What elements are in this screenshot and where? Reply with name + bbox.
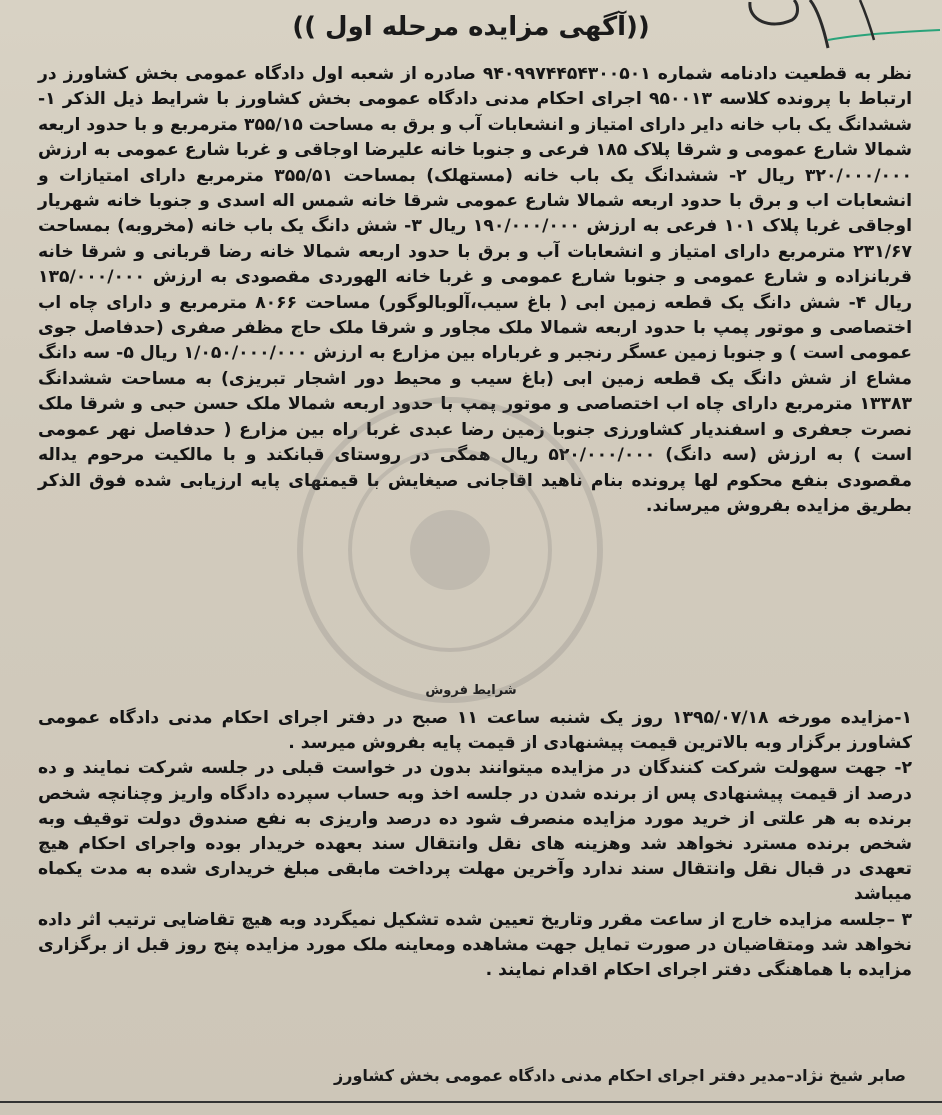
signature-line: صابر شیخ نژاد–مدیر دفتر اجرای احکام مدنی دادگاه عمومی بخش کشاورز — [334, 1066, 906, 1085]
notice-body: نظر به قطعیت دادنامه شماره ۹۴۰۹۹۷۴۴۵۴۳۰۰۵۰۱ صادره از شعبه اول دادگاه عمومی بخش کشاورز در ارتباط با پرونده کلاسه ۹۵۰۰۱۳ اجرای احکام مدنی دادگاه عمومی بخش کشاورز با شرایط ذیل الذکر ۱-ششدانگ یک باب خانه دایر دارای امتیاز و انشعابات آب و برق به مساحت ۳۵۵/۱۵ مترمربع و با حدود اربعه شمالا شارع عمومی و شرقا پلاک ۱۸۵ فرعی و جنوبا خانه علیرضا اوجاقی و غربا شارع عمومی به ارزش ۳۲۰/۰۰۰/۰۰۰ ریال ۲- ششدانگ یک باب خانه (مستهلک) بمساحت ۳۵۵/۵۱ مترمربع دارای امتیازات و انشعابات اب و برق با حدود اربعه شمالا شارع عمومی شرقا خانه شمس اله اسدی و جنوبا خانه شهریار اوجاقی غربا پلاک ۱۰۱ فرعی به ارزش ۱۹۰/۰۰۰/۰۰۰ ریال ۳- شش دانگ یک باب خانه (مخروبه) بمساحت ۲۳۱/۶۷ مترمربع دارای امتیاز و انشعابات آب و برق با حدود اربعه شمالا خانه رضا قربانی و شرقا خانه قربانزاده و شارع عمومی و جنوبا شارع عمومی و غربا خانه الهوردی مقصودی به ارزش ۱۳۵/۰۰۰/۰۰۰ ریال ۴- شش دانگ یک قطعه زمین ابی ( باغ سیب،آلوبالوگور) مساحت ۸۰۶۶ مترمربع و دارای چاه اب اختصاصی و موتور پمپ با حدود اربعه شمالا ملک مجاور و شرقا ملک حاج مظفر صفری (حدفاصل جوی عمومی است ) و جنوبا زمین عسگر رنجبر و غرباراه بین مزارع به ارزش ۱/۰۵۰/۰۰۰/۰۰۰ ریال ۵- سه دانگ مشاع از شش دانگ یک قطعه زمین ابی (باغ سیب و محیط دور اشجار تبریزی) به مساحت ششدانگ ۱۳۳۸۳ مترمربع دارای چاه اب اختصاصی و موتور پمپ با حدود اربعه شمالا ملک حسن حبی و شرقا ملک نصرت جعفری و اسفندیار کشاورزی جنوبا زمین رضا عبدی غربا راه بین مزارع ( حدفاصل نهر عمومی است ) به ارزش (سه دانگ) ۵۲۰/۰۰۰/۰۰۰ ریال همگی در روستای قبانکند و با مالکیت مرحوم یداله مقصودی بنفع محکوم لها پرونده بنام ناهید اقاجانی صیغایش با قیمتهای پایه ارزیابی شده فوق الذکر بطریق مزایده بفروش میرساند. — [38, 64, 913, 516]
condition-item: ۳ –جلسه مزایده خارج از ساعت مقرر وتاریخ تعیین شده تشکیل نمیگردد وبه هیچ تقاضایی ترتیب اثر داده نخواهد شد ومتقاضیان در صورت تمایل جهت مشاهده ومعاینه ملک مورد مزایده پنج روز قبل از برگزاری مزایده با هماهنگی دفتر اجرای احکام اقدام نمایند . — [38, 909, 912, 981]
condition-item: ۱-مزایده مورخه ۱۳۹۵/۰۷/۱۸ روز یک شنبه ساعت ۱۱ صبح در دفتر اجرای احکام مدنی دادگاه عمومی کشاورز برگزار وبه بالاترین قیمت پیشنهادی از قیمت پایه بفروش میرسد . — [38, 708, 912, 754]
bottom-divider — [0, 1101, 942, 1103]
notice-title: ((آگهی مزایده مرحله اول )) — [292, 12, 650, 42]
conditions-list — [38, 706, 912, 983]
condition-item: ۲- جهت سهولت شرکت کنندگان در مزایده میتوانند بدون در خواست قبلی در جلسه شرکت نمایند و ده درصد از قیمت پیشنهادی پس از برنده شدن در جلسه اخذ وبه حساب سپرده دادگاه واریز وچنانچه شخص برنده به هر علتی از خرید مورد مزایده منصرف شود ده درصد واریزی به نفع صندوق دولت توقیف وبه شخص برنده مسترد نخواهد شد وهزینه های نقل وانتقال سند بعهده خریدار بوده واجرای احکام هیچ تعهدی در قبال نقل وانتقال سند ندارد وآخرین مهلت پرداخت مابقی مبلغ خریداری شده به مدت یکماه میباشد — [38, 758, 912, 905]
conditions-heading: شرایط فروش — [425, 683, 517, 698]
